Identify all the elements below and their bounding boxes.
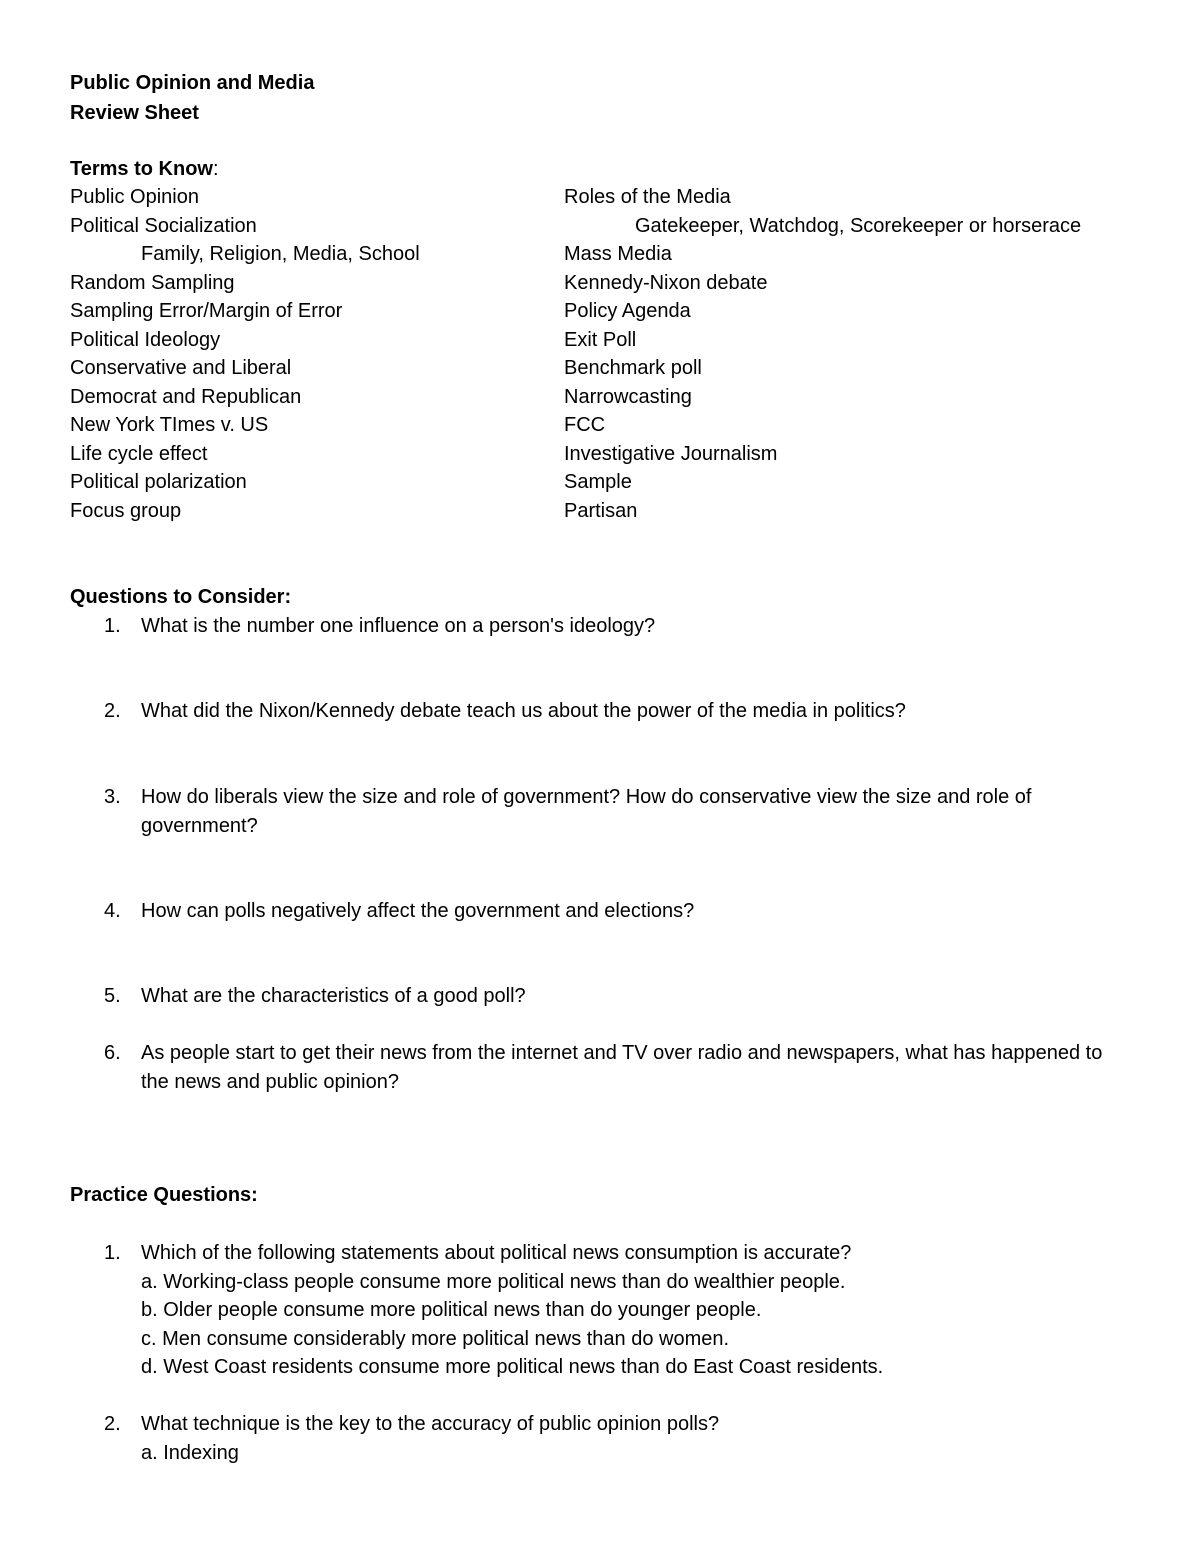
question-number: 4.	[104, 900, 121, 922]
answer-choice: a. Indexing	[141, 1441, 239, 1464]
practice-question-body	[141, 1239, 1126, 1382]
answer-choice: d. West Coast residents consume more political news than do East Coast residents.	[141, 1356, 884, 1378]
term-subitem: Gatekeeper, Watchdog, Scorekeeper or horserace	[635, 214, 1082, 237]
term-item: Kennedy-Nixon debate	[564, 271, 768, 294]
term-item: Political Socialization	[70, 214, 257, 237]
practice-heading: Practice Questions:	[70, 1184, 258, 1206]
term-item: Roles of the Media	[564, 186, 731, 208]
term-item: Random Sampling	[70, 271, 235, 294]
answer-choice: c. Men consume considerably more political news than do women.	[141, 1327, 730, 1350]
term-item: Sampling Error/Margin of Error	[70, 300, 343, 322]
term-item: Mass Media	[564, 243, 672, 265]
question-number: 3.	[104, 786, 121, 808]
practice-question-text: Which of the following statements about political news consumption is accurate?	[141, 1242, 852, 1264]
term-item: Narrowcasting	[564, 385, 692, 408]
term-item: New York TImes v. US	[70, 414, 269, 436]
question-text: What is the number one influence on a person's ideology?	[141, 615, 656, 637]
term-item: Political Ideology	[70, 328, 221, 351]
terms-heading	[70, 155, 219, 184]
terms-right-column	[564, 183, 1164, 525]
term-item: Conservative and Liberal	[70, 357, 292, 379]
term-item: Democrat and Republican	[70, 385, 302, 408]
term-item: Investigative Journalism	[564, 442, 778, 465]
term-item: Benchmark poll	[564, 357, 702, 379]
practice-question-body	[141, 1410, 1126, 1467]
term-item: Exit Poll	[564, 328, 637, 351]
question-text: What did the Nixon/Kennedy debate teach us about the power of the media in politics?	[141, 700, 906, 722]
document-title: Public Opinion and Media	[70, 72, 315, 94]
practice-question-number: 2.	[104, 1413, 121, 1435]
question-text: How do liberals view the size and role of government? How do conservative view the size and role of government?	[141, 786, 1032, 837]
question-number: 6.	[104, 1042, 121, 1064]
document-subtitle: Review Sheet	[70, 101, 199, 124]
term-item: Focus group	[70, 499, 182, 522]
term-item: Sample	[564, 471, 632, 493]
term-item: Policy Agenda	[564, 300, 691, 322]
question-text: How can polls negatively affect the government and elections?	[141, 900, 695, 922]
practice-question-number: 1.	[104, 1242, 121, 1264]
terms-heading-colon: :	[212, 158, 219, 180]
terms-left-column	[70, 183, 550, 525]
term-item: Life cycle effect	[70, 442, 208, 465]
question-number: 5.	[104, 985, 121, 1007]
question-text: What are the characteristics of a good poll?	[141, 985, 526, 1007]
term-item: Partisan	[564, 499, 638, 522]
answer-choice: a. Working-class people consume more political news than do wealthier people.	[141, 1270, 846, 1293]
question-number: 1.	[104, 615, 121, 637]
term-subitem: Family, Religion, Media, School	[141, 243, 420, 265]
document-title-block	[70, 69, 314, 128]
answer-choice: b. Older people consume more political news than do younger people.	[141, 1299, 762, 1321]
question-text: As people start to get their news from the internet and TV over radio and newspapers, what has happened to the news and public opinion?	[141, 1042, 1103, 1093]
practice-question-text: What technique is the key to the accuracy of public opinion polls?	[141, 1413, 720, 1435]
terms-heading-text: Terms to Know	[70, 158, 213, 180]
term-item: Public Opinion	[70, 186, 199, 208]
questions-heading: Questions to Consider:	[70, 586, 292, 608]
question-number: 2.	[104, 700, 121, 722]
term-item: FCC	[564, 414, 606, 436]
term-item: Political polarization	[70, 471, 247, 493]
